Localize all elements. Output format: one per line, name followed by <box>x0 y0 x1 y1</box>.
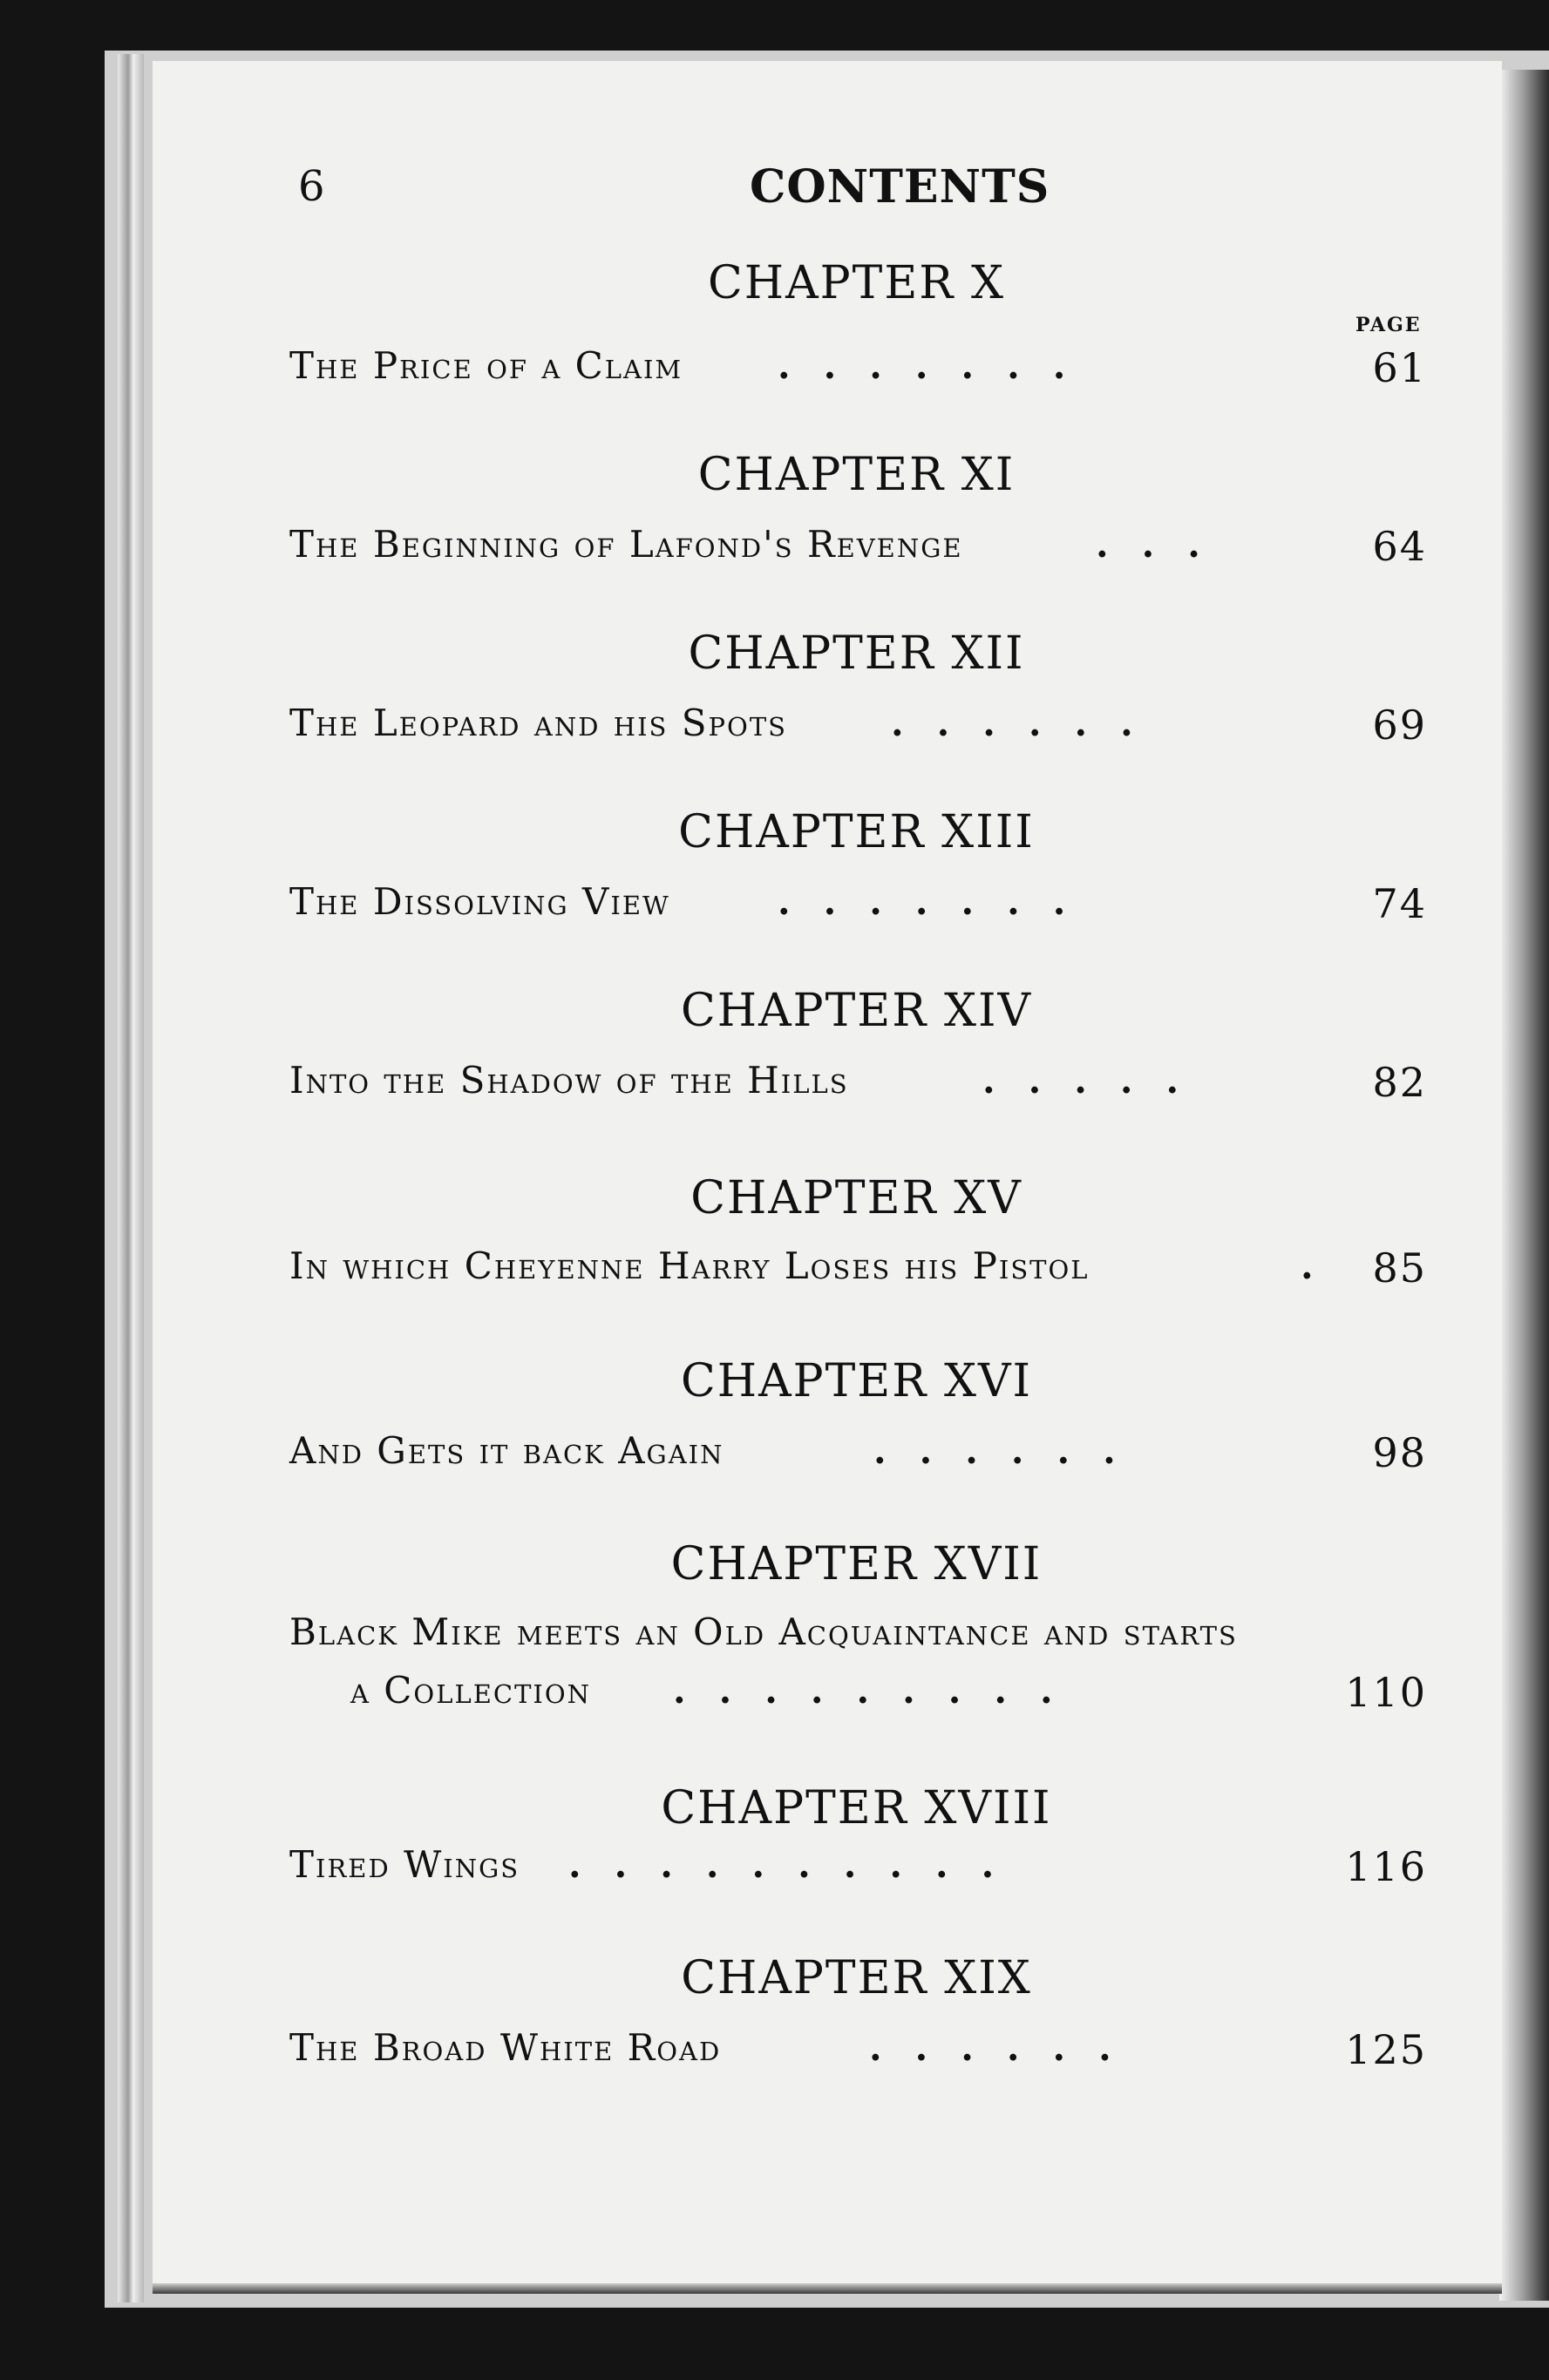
entry-page-number: 69 <box>1372 702 1427 749</box>
entry-title: The Dissolving View <box>289 880 670 923</box>
toc-entry[interactable] <box>289 523 1427 575</box>
running-head: CONTENTS <box>750 160 1050 214</box>
entry-page-number: 98 <box>1372 1429 1427 1476</box>
dot-leaders: ....... <box>778 344 1099 387</box>
entry-title: Black Mike meets an Old Acquaintance and starts <box>289 1610 1238 1653</box>
dot-leaders: ...... <box>891 702 1166 744</box>
entry-title-continuation: a Collection <box>350 1669 592 1712</box>
entry-page-number: 74 <box>1372 880 1427 927</box>
dot-leaders: . <box>1301 1244 1347 1287</box>
chapter-heading: CHAPTER XIII <box>678 806 1035 858</box>
toc-entry-continuation[interactable] <box>289 1669 1427 1721</box>
toc-entry[interactable] <box>289 702 1427 754</box>
entry-title: The Price of a Claim <box>289 344 683 387</box>
page-bottom-edge <box>153 2283 1502 2294</box>
page-number: 6 <box>298 162 325 211</box>
toc-entry[interactable] <box>289 1610 1427 1663</box>
toc-entry[interactable] <box>289 1429 1427 1482</box>
entry-page-number: 64 <box>1372 523 1427 570</box>
chapter-heading: CHAPTER XIV <box>680 985 1033 1037</box>
dot-leaders: ....... <box>778 880 1099 923</box>
chapter-heading: CHAPTER X <box>707 257 1006 309</box>
toc-entry[interactable] <box>289 1843 1427 1895</box>
chapter-heading: CHAPTER XI <box>697 449 1016 501</box>
chapter-heading: CHAPTER XVIII <box>661 1782 1052 1834</box>
toc-entry[interactable] <box>289 1059 1427 1111</box>
entry-title: The Leopard and his Spots <box>289 702 788 744</box>
page-edge-left <box>118 54 144 2302</box>
entry-title: And Gets it back Again <box>289 1429 724 1472</box>
entry-page-number: 85 <box>1372 1244 1427 1292</box>
page-column-label: PAGE <box>1355 314 1422 336</box>
dot-leaders: .......... <box>568 1843 1028 1886</box>
entry-page-number: 82 <box>1372 1059 1427 1106</box>
toc-entry[interactable] <box>289 880 1427 932</box>
entry-page-number: 110 <box>1345 1669 1427 1716</box>
chapter-heading: CHAPTER XVI <box>680 1355 1033 1407</box>
dot-leaders: ......... <box>673 1669 1086 1712</box>
entry-title: The Broad White Road <box>289 2026 722 2069</box>
toc-entry[interactable] <box>289 2026 1427 2078</box>
chapter-heading: CHAPTER XII <box>688 627 1025 680</box>
entry-title: The Beginning of Lafond's Revenge <box>289 523 963 566</box>
chapter-heading: CHAPTER XIX <box>681 1952 1032 2004</box>
entry-title: In which Cheyenne Harry Loses his Pistol <box>289 1244 1090 1287</box>
chapter-heading: CHAPTER XVII <box>670 1538 1043 1590</box>
entry-title: Into the Shadow of the Hills <box>289 1059 849 1102</box>
chapter-heading: CHAPTER XV <box>690 1172 1022 1224</box>
entry-title: Tired Wings <box>289 1843 520 1886</box>
dot-leaders: ...... <box>869 2026 1145 2069</box>
entry-page-number: 116 <box>1345 1843 1427 1890</box>
toc-entry[interactable] <box>289 1244 1427 1297</box>
dot-leaders: ..... <box>982 1059 1213 1102</box>
dot-leaders: ... <box>1096 523 1233 566</box>
dot-leaders: ...... <box>873 1429 1149 1472</box>
entry-page-number: 125 <box>1345 2026 1427 2073</box>
toc-entry[interactable] <box>289 344 1427 397</box>
page-edge-right <box>1499 70 1549 2301</box>
entry-page-number: 61 <box>1372 344 1427 391</box>
